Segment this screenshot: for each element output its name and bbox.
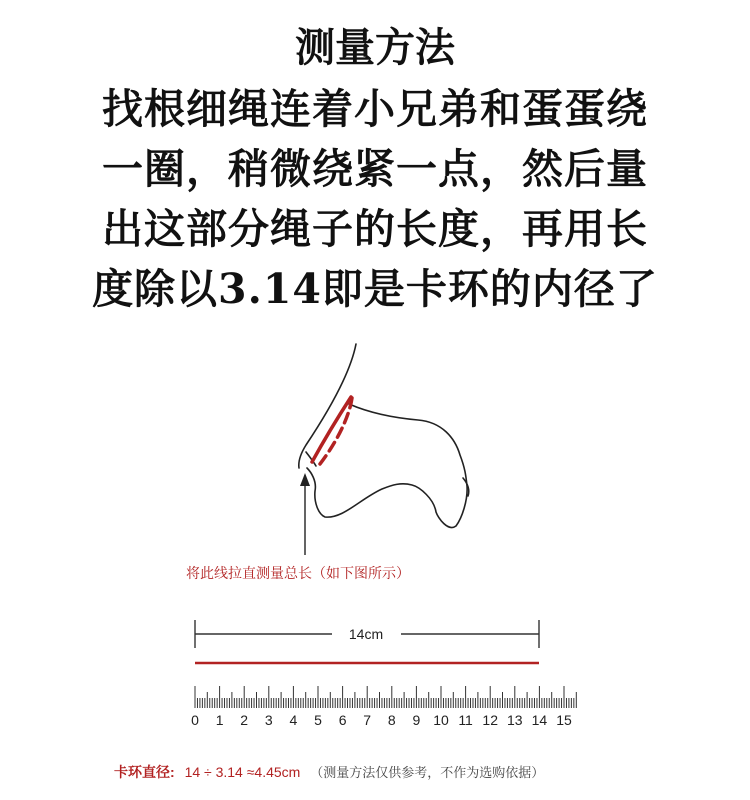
- ruler-tick-label: 11: [458, 712, 473, 728]
- annotation-text: 将此线拉直测量总长（如下图所示）: [186, 565, 410, 581]
- ruler-tick-label: 5: [314, 712, 322, 728]
- anatomy-sketch: [299, 344, 469, 527]
- instruction-line: 度除以3.14即是卡环的内径了: [92, 265, 658, 313]
- footer-formula: [114, 764, 544, 781]
- measurement-diagram: [0, 330, 750, 800]
- pointer-arrow: [300, 473, 310, 555]
- formula-value: 14 ÷ 3.14 ≈4.45cm: [184, 764, 301, 780]
- red-string-loop: [312, 397, 352, 464]
- ruler-tick-label: 14: [531, 712, 548, 728]
- ruler-tick-label: 15: [556, 712, 572, 728]
- ruler-tick-label: 10: [433, 712, 449, 728]
- ruler-tick-label: 6: [338, 712, 347, 728]
- instruction-line: 一圈，稍微绕紧一点，然后量: [102, 145, 648, 193]
- measure-label: 14cm: [348, 626, 384, 642]
- ruler-tick-label: 0: [191, 712, 199, 728]
- instruction-line: 找根细绳连着小兄弟和蛋蛋绕: [102, 85, 648, 133]
- ruler-tick-label: 9: [412, 712, 421, 728]
- formula-note: （测量方法仅供参考，不作为选购依据）: [310, 765, 545, 780]
- ruler-tick-label: 12: [482, 712, 498, 728]
- formula-label: 卡环直径:: [114, 764, 175, 780]
- ruler-tick-label: 13: [507, 712, 523, 728]
- instruction-line: 出这部分绳子的长度，再用长: [102, 205, 648, 253]
- ruler-tick-label: 2: [240, 712, 249, 728]
- ruler-tick-label: 8: [387, 712, 396, 728]
- ruler-tick-label: 3: [264, 712, 273, 728]
- ruler: [191, 686, 576, 728]
- ruler-tick-label: 4: [289, 712, 298, 728]
- page-title: 测量方法: [295, 24, 455, 71]
- ruler-tick-label: 1: [215, 712, 224, 728]
- ruler-tick-label: 7: [363, 712, 372, 728]
